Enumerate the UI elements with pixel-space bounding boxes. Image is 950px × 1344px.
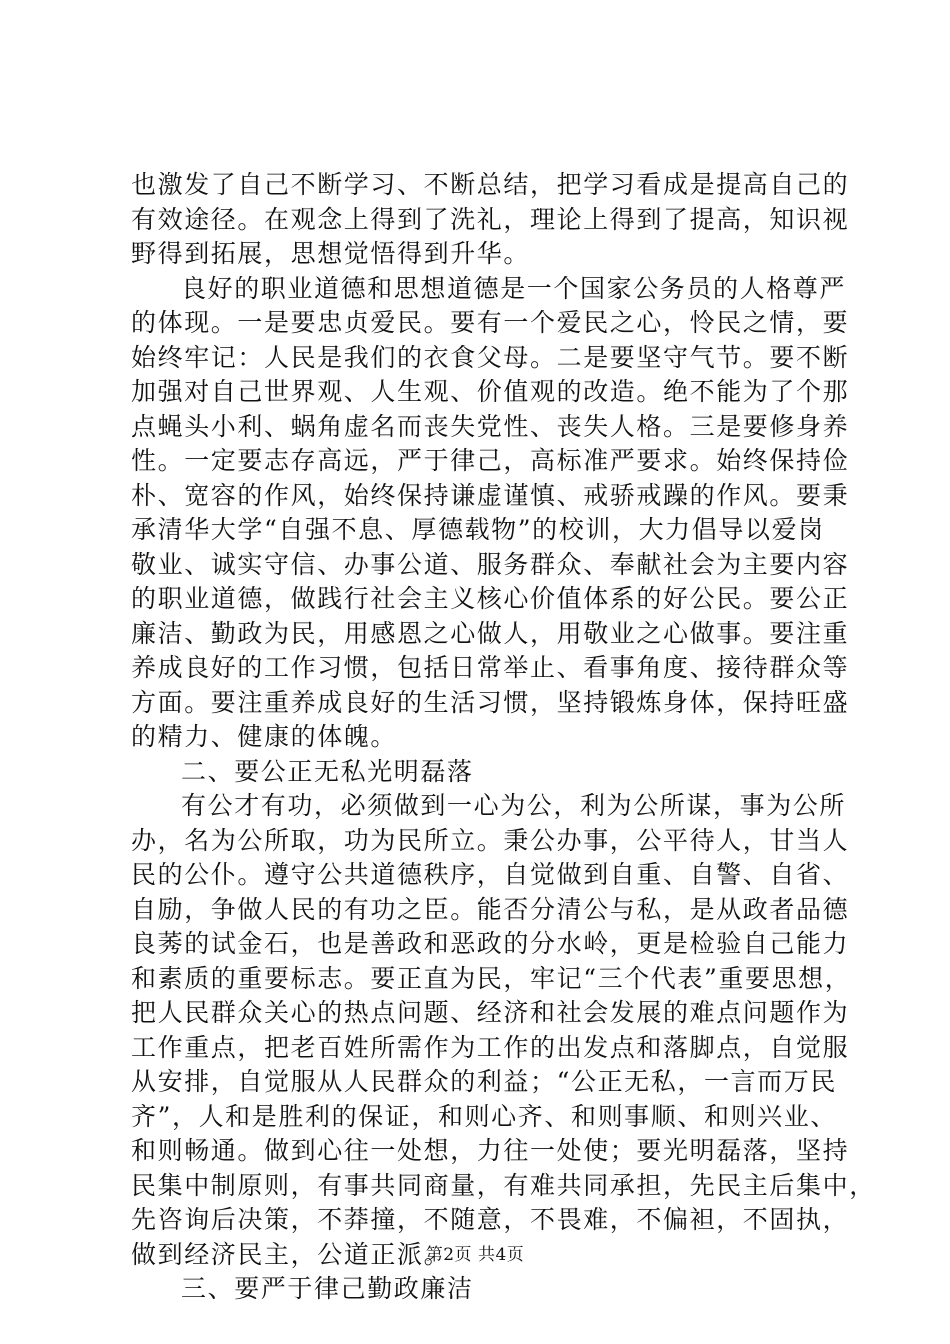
text-line: 的精力、健康的体魄。 xyxy=(131,722,398,751)
text-line: 自励，争做人民的有功之臣。能否分清公与私，是从政者品德 xyxy=(131,894,850,924)
text-line: 民的公仆。遵守公共道德秩序，自觉做到自重、自警、自省、 xyxy=(131,860,850,889)
text-line: 也激发了自己不断学习、不断总结，把学习看成是提高自己的 xyxy=(131,170,850,199)
text-line: 点蝇头小利、蜗角虚名而丧失党性、丧失人格。三是要修身养 xyxy=(131,411,850,441)
paragraph-continued xyxy=(131,168,850,272)
document-body xyxy=(131,168,876,1307)
text-line: 敬业、诚实守信、办事公道、服务群众、奉献社会为主要内容 xyxy=(131,549,850,579)
text-line: 的职业道德，做践行社会主义核心价值体系的好公民。要公正 xyxy=(131,584,850,613)
text-line: 朴、宽容的作风，始终保持谦虚谨慎、戒骄戒躁的作风。要秉 xyxy=(131,480,850,510)
text-line: 加强对自己世界观、人生观、价值观的改造。绝不能为了个那 xyxy=(131,377,850,406)
text-line: 从安排，自觉服从人民群众的利益；“公正无私，一言而万民 xyxy=(131,1067,837,1096)
text-line: 野得到拓展，思想觉悟得到升华。 xyxy=(131,239,531,268)
text-line: 办，名为公所取，功为民所立。秉公办事，公平待人，甘当人 xyxy=(131,825,850,855)
text-line: 性。一定要志存高远，严于律己，高标准严要求。始终保持俭 xyxy=(131,446,850,475)
text-line: 先咨询后决策，不莽撞，不随意，不畏难，不偏袒，不固执， xyxy=(131,1205,850,1234)
text-line: 承清华大学“自强不息、厚德载物”的校训，大力倡导以爱岗 xyxy=(131,515,825,544)
page-footer: 第2页 共4页 xyxy=(425,1245,525,1265)
text-line: 和则畅通。做到心往一处想，力往一处使；要光明磊落，坚持 xyxy=(131,1136,850,1165)
text-line: 做到经济民主，公道正派。 xyxy=(131,1239,451,1269)
paragraph xyxy=(131,272,850,755)
text-line: 廉洁、勤政为民，用感恩之心做人，用敬业之心做事。要注重 xyxy=(131,618,850,648)
text-line: 和素质的重要标志。要正直为民，牢记“三个代表”重要思想， xyxy=(131,963,852,993)
text-line: 齐”，人和是胜利的保证，和则心齐、和则事顺、和则兴业、 xyxy=(131,1101,837,1131)
text-line: 良好的职业道德和思想道德是一个国家公务员的人格尊严 xyxy=(181,273,847,303)
text-line: 方面。要注重养成良好的生活习惯，坚持锻炼身体，保持旺盛 xyxy=(131,687,850,717)
text-line: 工作重点，把老百姓所需作为工作的出发点和落脚点，自觉服 xyxy=(131,1032,850,1062)
text-line: 的体现。一是要忠贞爱民。要有一个爱民之心，怜民之情，要 xyxy=(131,308,850,337)
paragraph xyxy=(131,789,876,1272)
text-line: 良莠的试金石，也是善政和恶政的分水岭，更是检验自己能力 xyxy=(131,929,850,958)
text-line: 养成良好的工作习惯，包括日常举止、看事角度、接待群众等 xyxy=(131,653,850,682)
text-line: 三、要严于律己勤政廉洁 xyxy=(181,1274,474,1303)
text-line: 有公才有功，必须做到一心为公，利为公所谋，事为公所 xyxy=(181,791,847,820)
section-heading xyxy=(131,1272,843,1307)
text-line: 把人民群众关心的热点问题、经济和社会发展的难点问题作为 xyxy=(131,998,850,1027)
text-line: 始终牢记：人民是我们的衣食父母。二是要坚守气节。要不断 xyxy=(131,342,850,372)
text-line: 二、要公正无私光明磊落 xyxy=(181,756,474,786)
section-heading xyxy=(131,755,843,790)
text-line: 有效途径。在观念上得到了洗礼，理论上得到了提高，知识视 xyxy=(131,204,850,234)
text-line: 民集中制原则，有事共同商量，有难共同承担，先民主后集中， xyxy=(131,1170,876,1200)
